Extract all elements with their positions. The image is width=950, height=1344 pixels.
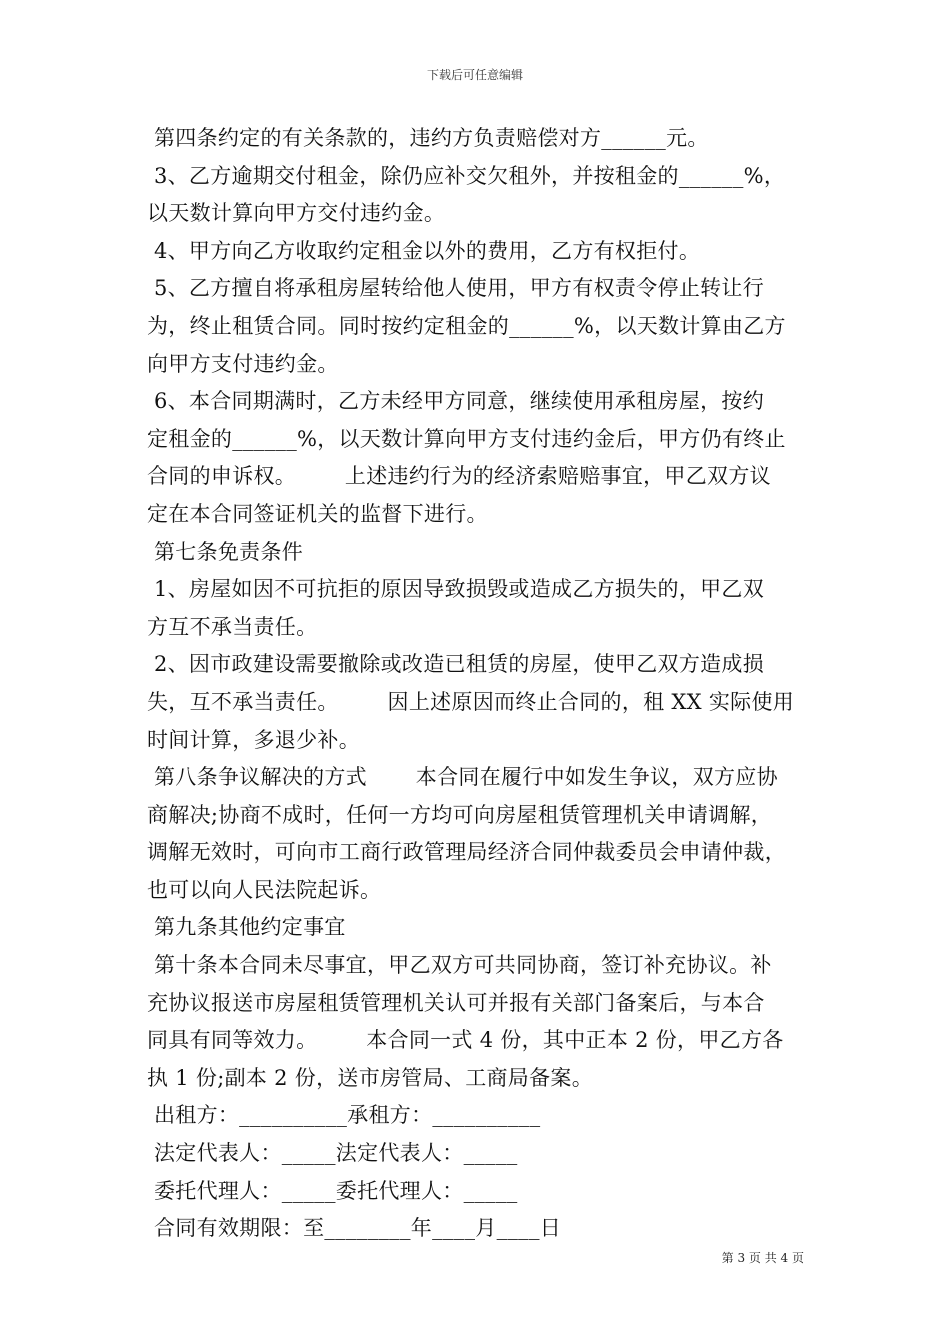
contract-body: [147, 120, 817, 1248]
signature-legal-representative: 法定代表人：_____法定代表人：_____: [147, 1141, 518, 1166]
text-line: 第八条争议解决的方式 本合同在履行中如发生争议，双方应协: [147, 765, 778, 790]
text-line: 方互不承当责任。: [147, 614, 318, 639]
text-line: 以天数计算向甲方交付违约金。: [147, 201, 446, 226]
page-header-note: 下载后可任意编辑: [426, 68, 523, 82]
text-line: 同具有同等效力。 本合同一式 4 份，其中正本 2 份，甲乙方各: [147, 1028, 784, 1053]
section-heading-article-7: 第七条免责条件: [147, 539, 304, 564]
text-line: 时间计算，多退少补。: [147, 727, 360, 752]
text-line: 2、因市政建设需要撤除或改造已租赁的房屋，使甲乙双方造成损: [147, 652, 765, 677]
text-line: 也可以向人民法院起诉。: [147, 877, 382, 902]
text-line: 5、乙方擅自将承租房屋转给他人使用，甲方有权责令停止转让行: [147, 276, 765, 301]
text-line: 3、乙方逾期交付租金，除仍应补交欠租外，并按租金的______%，: [147, 163, 786, 188]
text-line: 调解无效时，可向市工商行政管理局经济合同仲裁委员会申请仲裁，: [147, 840, 786, 865]
signature-lessor-lessee: 出租方：__________承租方：__________: [147, 1103, 541, 1128]
text-line: 失，互不承当责任。 因上述原因而终止合同的，租 XX 实际使用: [147, 689, 795, 714]
text-line: 合同的申诉权。 上述违约行为的经济索赔赔事宜，甲乙双方议: [147, 464, 771, 489]
text-line: 商解决;协商不成时，任何一方均可向房屋租赁管理机关申请调解，: [147, 802, 773, 827]
text-line: 向甲方支付违约金。: [147, 351, 339, 376]
contract-validity-period: 合同有效期限：至________年____月____日: [147, 1216, 562, 1241]
text-line: 第四条约定的有关条款的，违约方负责赔偿对方______元。: [147, 126, 709, 150]
text-line: 定租金的______%，以天数计算向甲方支付违约金后，甲方仍有终止: [147, 426, 786, 451]
text-line: 为，终止租赁合同。同时按约定租金的______%，以天数计算由乙方: [147, 313, 786, 338]
signature-authorized-agent: 委托代理人：_____委托代理人：_____: [147, 1178, 518, 1203]
text-line: 第十条本合同未尽事宜，甲乙双方可共同协商，签订补充协议。补: [147, 953, 772, 978]
text-line: 定在本合同签证机关的监督下进行。: [147, 501, 488, 526]
text-line: 4、甲方向乙方收取约定租金以外的费用，乙方有权拒付。: [147, 238, 701, 263]
text-line: 1、房屋如因不可抗拒的原因导致损毁或造成乙方损失的，甲乙双: [147, 577, 765, 602]
text-line: 充协议报送市房屋租赁管理机关认可并报有关部门备案后，与本合: [147, 990, 765, 1015]
text-line: 执 1 份;副本 2 份，送市房管局、工商局备案。: [147, 1065, 593, 1090]
text-line: 6、本合同期满时，乙方未经甲方同意，继续使用承租房屋，按约: [147, 389, 765, 414]
section-heading-article-9: 第九条其他约定事宜: [147, 915, 346, 940]
page-number: 第 3 页 共 4 页: [721, 1251, 804, 1265]
